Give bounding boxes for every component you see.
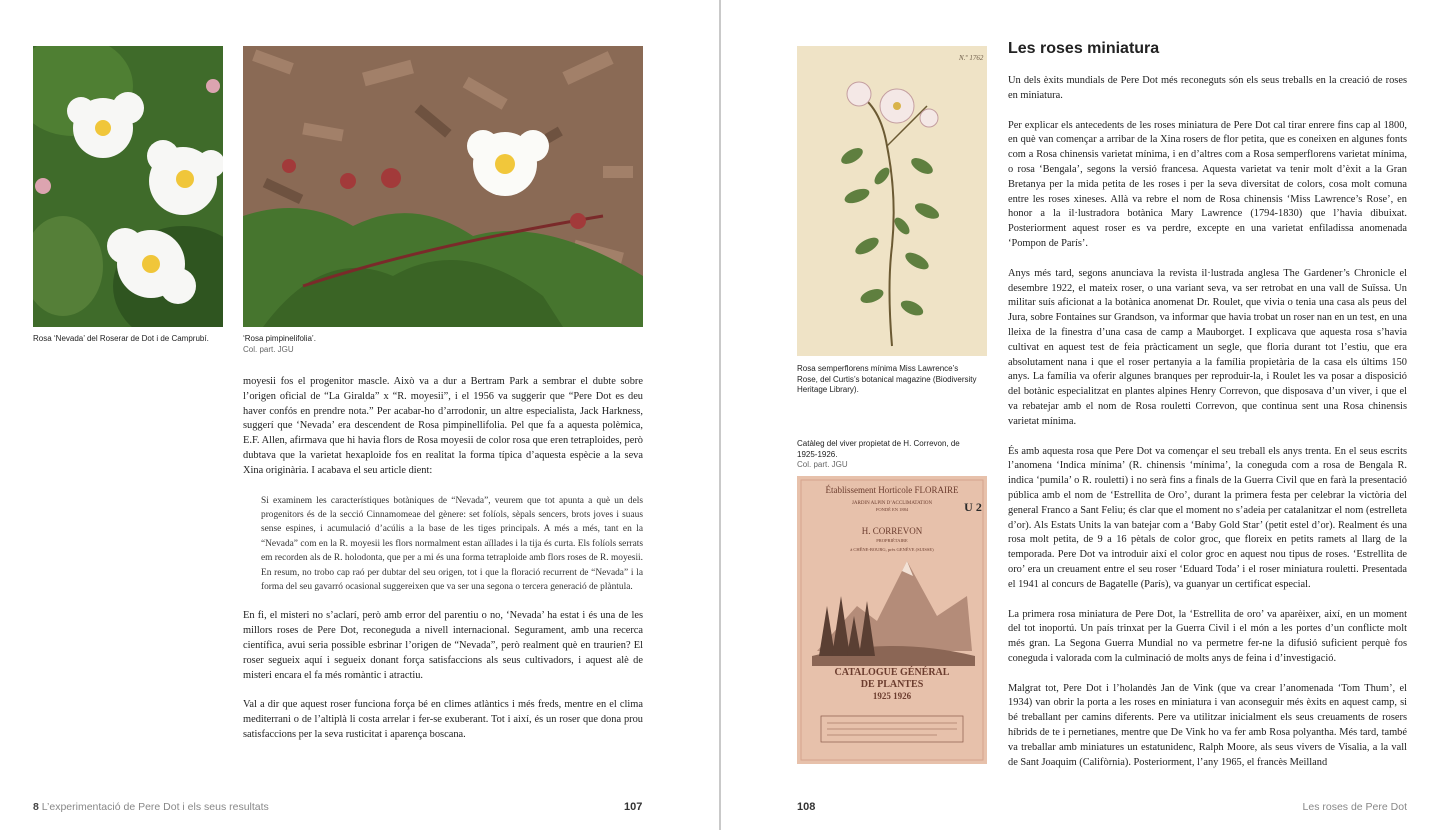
paragraph: Malgrat tot, Pere Dot i l’holandès Jan de Vink (que va crear l’anomenada ‘Tom Thum’, el 1934) van obrir la porta a les roses en miniatura i van aconseguir més èxits en aquest camp, si bé treballant per camins diferents. Pere va utilitzar inicialment els seus creuaments de rosers híbrids de te i pernetianes, mentre que De Vink ho va fer amb Rosa polyantha. Més tard, també va treballar amb miniatures un estatunidenc, Ralph Moore, als seus vivers de Visalia, a la vall de Sant Joaquim (Califòrnia). Posteriorment, l’any 1965, el francès Meilland <box>1008 682 1407 768</box>
page-number-right: 108 <box>797 801 816 813</box>
catalog-title-line2: DE PLANTES <box>860 679 924 690</box>
catalog-cover-correvon <box>797 476 987 764</box>
paragraph: En fi, el misteri no s’aclarí, però amb error del parentiu o no, ‘Nevada’ ha estat i és una de les millors roses de Pere Dot, reconeguda a nivell internacional. Segurament, amb una recerca científica, avui seria possible esbrinar l’origen de “Nevada”, però realment què en traurien? El roser segueix aquí i segueix donant força satisfaccions als seus cultivadors, i aquest alè de misteri encara el fa més romàntic i atractiu. <box>243 610 643 681</box>
catalog-title-line1: CATALOGUE GÉNÉRAL <box>834 667 950 678</box>
paragraph: La primera rosa miniatura de Pere Dot, la ‘Estrellita de oro’ va aparèixer, així, en un moment del tot inoportú. Un país trinxat per la Guerra Civil i el món a les portes d’un conflicte molt més gran. La Segona Guerra Mundial no va permetre fer-ne la difusió suficient perquè fos coneguda i valorada com la culminació de molts anys de feina i d’investigació. <box>1008 608 1407 664</box>
paragraph: Anys més tard, segons anunciava la revista il·lustrada anglesa The Gardener’s Chronicle el desembre 1922, el mateix roser, o una variant seva, va ser retrobat en una vall de Suïssa. Un militar suís aficionat a la botànica anomenat Dr. Roulet, que vivia o tenia una casa als peus del Jura, sobre Fontaines sur Grandson, va informar que havia trobat un roser nan en un test, en una lleixa de la finestra d’una casa de camp a Mauborget. I explicava que aquesta rosa s’havia cultivat en aquest test de feia pràcticament un segle, que floria durant tot l’estiu, que era absolutament nana i que el roser pertanyia a la família propietària de la casa els últims 150 anys. La família va oferir algunes branques per reproduir-la, i Roulet les va posar a disposició del botànic especialitzat en plantes alpines Henry Correvon, que disposava d’un viver, i que el va rebatejar amb el nom de Rosa rouletti Correvon, que continua sent una Rosa chinensis varietat mínima. <box>1008 267 1407 427</box>
paragraph: Per explicar els antecedents de les roses miniatura de Pere Dot cal tirar enrere fins cap al 1800, en què van començar a arribar de la Xina rosers de flor petita, que es coneixen en algunes fonts com a Rosa chinensis varietat mínima, i en d’altres com a Rosa semperflorens varietat mínima, o rosa ‘Bengala’, segons la versió francesa. Aquesta varietat va tenir molt d’èxit a la Gran Bretanya per la mida petita de les roses i per la seva diversitat de colors, cosa molt comuna entre les roses xineses. Allà va rebre el nom de Rosa chinensis ‘Miss Lawrence’s Rose’, en honor a la il·lustradora botànica Mary Lawrence (1794-1830) que l’havia dibuixat. Posteriorment aquest roser es va perdre, excepte en una varietat enfiladissa anomenada ‘Pompon de París’. <box>1008 119 1407 249</box>
catalog-founded: FONDÉ EN 1884 <box>875 507 909 512</box>
running-footer-left: 8 L’experimentació de Pere Dot i els seus resultats <box>33 801 269 813</box>
running-footer-right: Les roses de Pere Dot <box>1302 801 1407 813</box>
spread-gutter <box>719 0 721 830</box>
right-body-text <box>1008 74 1407 770</box>
photo-rosa-nevada <box>33 46 223 327</box>
section-heading: Les roses miniatura <box>1008 40 1160 57</box>
photo-rosa-pimpinelifolia <box>243 46 643 327</box>
paragraph: moyesii fos el progenitor mascle. Això va a dur a Bertram Park a sembrar el dubte sobre l’origen oficial de “La Giralda” x “R. moyesii”, i el 1956 va suggerir que “Pere Dot es deu haver confós en prendre nota.” Per acabar-ho d’arrodonir, un altre especialista, Jack Harkness, suggerí que ‘Nevada’ era descendent de Rosa pimpinellifolia. Pel que fa a aquesta polèmica, E.F. Allen, afirmava que hi havia flors de Rosa moyesii de color rosa que eren tetraploides, però dubtava que la varietat hexaploide fos en realitat la forma típica d’aquesta espècie a la seva Xina originària. I acabava el seu article dient: <box>243 376 643 476</box>
catalog-handwritten-mark: U 2 <box>964 500 982 514</box>
caption-rosa-semperflorens: Rosa semperflorens mínima Miss Lawrence’s Rose, del Curtis’s botanical magazine (Biodiversity Heritage Library). <box>797 364 977 394</box>
left-body-text <box>243 375 643 758</box>
plate-number: N.º 1762 <box>959 54 984 62</box>
page-number-left: 107 <box>624 801 643 813</box>
catalog-years: 1925 1926 <box>872 691 912 701</box>
caption-rosa-nevada: Rosa ‘Nevada’ del Roserar de Dot i de Camprubí. <box>33 334 209 343</box>
catalog-subheader: JARDIN ALPIN D’ACCLIMATATION <box>851 501 933 506</box>
catalog-header: Établissement Horticole FLORAIRE <box>825 485 959 495</box>
caption-catalog: Catàleg del viver propietat de H. Correvon, de 1925-1926. Col. part. JGU <box>797 439 960 469</box>
caption-rosa-pimpinelifolia: ‘Rosa pimpinelifolia’. Col. part. JGU <box>243 334 316 354</box>
catalog-owner-title: PROPRIÉTAIRE <box>876 538 908 543</box>
catalog-owner: H. CORREVON <box>861 526 923 536</box>
block-quote: Si examinem les característiques botàniques de “Nevada”, veurem que tot apunta a què un dels progenitors és de la secció Cinnamomeae del gènere: set folíols, sèpals sencers, brots joves i suaus sense espines, i acumulació d’acúlis a la base de les tiges principals. A més a més, tant en la “Nevada” com en la R. moyesii les flors normalment estan aïllades i la tija és curta. Els folíols serrats em recorden als de R. holodonta, que per a mi és una forma tetraploide amb flors roses de R. moyesii. En resum, no trobo cap raó per dubtar del seu origen, tot i que la floració recurrent de “Nevada” i la forma del seu gavarró ocasional suggereixen que va ser una segona o tercera generació de plàntula. <box>261 495 643 593</box>
catalog-address: à CHÊNE-BOURG, près GENÈVE (SUISSE) <box>850 547 934 552</box>
paragraph: Un dels èxits mundials de Pere Dot més reconeguts són els seus treballs en la creació de roses en miniatura. <box>1008 75 1407 101</box>
paragraph: És amb aquesta rosa que Pere Dot va començar el seu treball els anys trenta. En el seus escrits l’anomena ‘Indica mínima’ (R. chinensis ‘mínima’, la coneguda com a rosa de Bengala R. indica ‘pumila’ o R. rouletti) i no serà fins a finals de la Guerra Civil que en farà la presentació pública amb el nom de ‘Estrellita de Oro’, durant la primera festa per celebrar la victòria del general Franco a Sant Feliu; és clar que el moment no s’adeia per catalanitzar el nom (estrelleta d’or). Als Estats Units la van batejar com a ‘Baby Gold Star’ (petit estel d’or). Realment és una rosa molt petita, de 9 a 16 pètals de color groc, que floreix en petits ramets al llarg de la temporada. Pere Dot va introduir així el color groc en aquest nou tipus de roses. ‘Estrellita de oro’ era un creuament entre el seu roser ‘Eduard Toda’ i el roser miniatura rouletti. Presentada el 1941 al concurs de Bagatelle (París), va guanyar un certificat especial. <box>1008 445 1407 590</box>
paragraph: Val a dir que aquest roser funciona força bé en climes atlàntics i més freds, mentre en el clima mediterrani o de l’altiplà li costa arrelar i fer-se exuberant. Tot i així, és un roser que dona prou satisfaccions per la seva rusticitat i aparença boscana. <box>243 699 643 740</box>
illustration-rosa-semperflorens <box>797 46 987 356</box>
